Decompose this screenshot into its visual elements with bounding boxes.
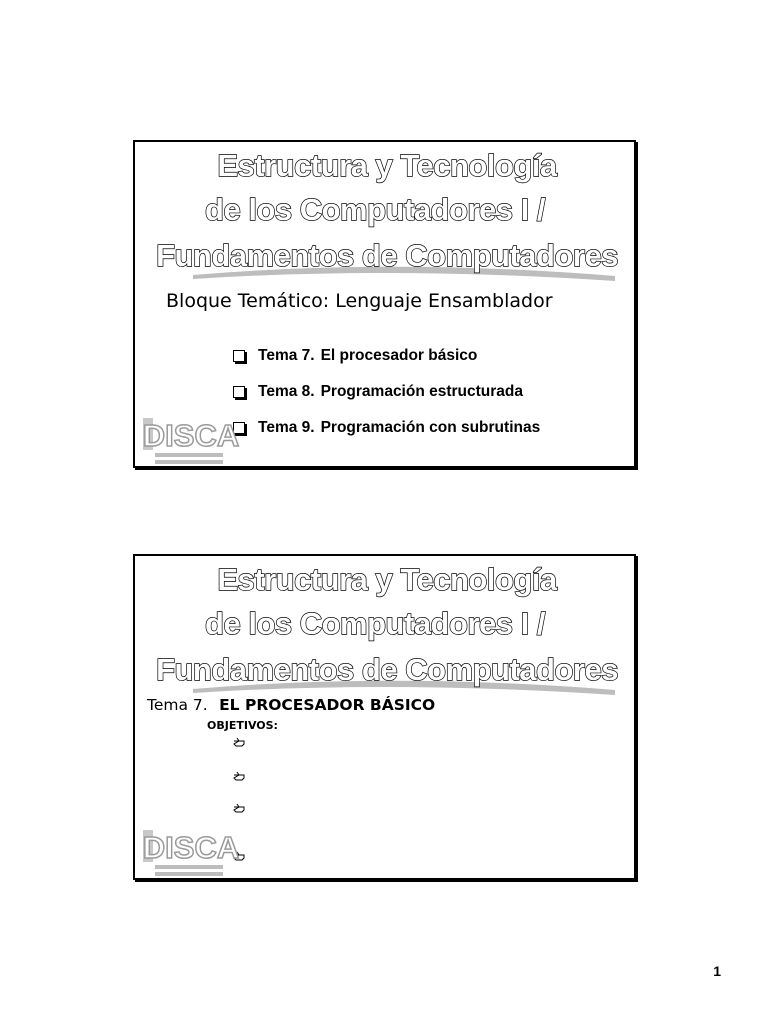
topic-title: El procesador básico — [320, 347, 478, 364]
wordart-title — [153, 142, 621, 282]
page-number: 1 — [713, 963, 721, 979]
topic-item — [233, 410, 540, 446]
topic-number: Tema 9. — [258, 419, 315, 436]
objective-item — [233, 803, 245, 817]
tema-number: Tema 7. — [147, 696, 208, 714]
pointing-hand-icon — [233, 737, 245, 748]
topic-item — [233, 374, 540, 410]
title-line-3: Fundamentos de Computadores — [156, 238, 618, 273]
disca-logo — [141, 824, 240, 882]
topic-title: Programación estructurada — [320, 383, 524, 400]
topic-title: Programación con subrutinas — [320, 419, 541, 436]
logo-name: DISCA — [142, 830, 240, 865]
block-title: Bloque Temático: Lenguaje Ensamblador — [166, 290, 553, 312]
slide-1 — [133, 140, 636, 468]
objective-item — [233, 737, 245, 751]
objetivos-label: OBJETIVOS: — [207, 719, 278, 732]
logo-subtitle-line-1 — [155, 865, 223, 869]
checkbox-icon — [233, 350, 245, 362]
title-line-2: de los Computadores I / — [205, 192, 545, 227]
topic-number: Tema 8. — [258, 383, 315, 400]
logo-subtitle-line-2 — [155, 872, 223, 876]
disca-logo — [141, 412, 240, 470]
tema-name: EL PROCESADOR BÁSICO — [219, 696, 436, 714]
logo-subtitle-line-2 — [155, 460, 223, 464]
logo-subtitle-line-1 — [155, 453, 223, 457]
slide-2 — [133, 554, 636, 880]
title-line-1: Estructura y Tecnología — [217, 562, 557, 597]
title-line-2: de los Computadores I / — [205, 606, 545, 641]
tema-title — [147, 696, 435, 714]
topic-list — [233, 338, 540, 446]
logo-name: DISCA — [142, 418, 240, 453]
objective-item — [233, 771, 245, 785]
pointing-hand-icon — [233, 803, 245, 814]
topic-number: Tema 7. — [258, 347, 315, 364]
pointing-hand-icon — [233, 771, 245, 782]
checkbox-icon — [233, 386, 245, 398]
wordart-title — [153, 556, 621, 696]
title-line-3: Fundamentos de Computadores — [156, 652, 618, 687]
topic-item — [233, 338, 540, 374]
title-line-1: Estructura y Tecnología — [217, 148, 557, 183]
